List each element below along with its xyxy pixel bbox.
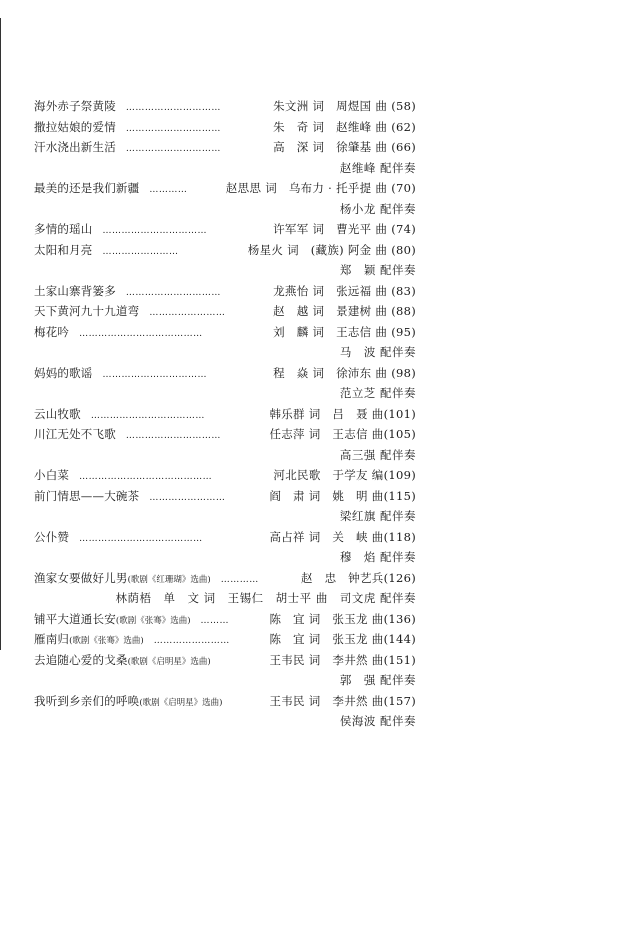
dot-leader: …………………… bbox=[153, 636, 230, 646]
toc-entry bbox=[34, 240, 416, 261]
entry-credit: 许军军 词 曹光平 曲 (74) bbox=[273, 222, 416, 236]
entry-title-text: 汗水浇出新生活 bbox=[34, 140, 116, 154]
toc-entry-continuation bbox=[34, 670, 416, 691]
entry-title-text: 多情的瑶山 bbox=[34, 222, 93, 236]
entry-title-text: 撒拉姑娘的爱情 bbox=[34, 119, 116, 134]
toc-entry bbox=[34, 691, 416, 712]
entry-arranger: 郭 强 配伴奏 bbox=[339, 673, 416, 687]
entry-credit: 阎 肃 词 姚 明 曲(115) bbox=[269, 488, 416, 503]
dot-leader: ………………………… bbox=[125, 123, 221, 134]
entry-title bbox=[34, 281, 221, 304]
toc-entry-continuation bbox=[34, 260, 416, 281]
entry-credit: 韩乐群 词 吕 聂 曲(101) bbox=[269, 406, 416, 421]
toc-entry bbox=[34, 96, 416, 117]
entry-title-text: 渔家女要做好儿男 bbox=[34, 570, 128, 585]
toc-entry bbox=[34, 424, 416, 445]
toc-entry-continuation bbox=[34, 547, 416, 568]
entry-arranger: 赵维峰 配伴奏 bbox=[339, 160, 416, 175]
toc-entry bbox=[34, 219, 416, 240]
entry-title bbox=[34, 691, 222, 714]
toc-entry-continuation bbox=[34, 383, 416, 404]
entry-credit: 陈 宜 词 张玉龙 曲(136) bbox=[269, 611, 416, 626]
dot-leader: ………………………… bbox=[125, 144, 221, 154]
entry-credit: 任志萍 词 王志信 曲(105) bbox=[269, 427, 416, 441]
entry-title bbox=[34, 568, 259, 591]
entry-credit: 河北民歌 于学友 编(109) bbox=[273, 468, 416, 482]
dot-leader: ……… bbox=[200, 615, 230, 626]
entry-subtitle: (歌剧《张骞》选曲) bbox=[69, 636, 144, 646]
toc-entry-continuation bbox=[34, 342, 416, 363]
toc-entry bbox=[34, 629, 416, 650]
entry-arranger: 范立芝 配伴奏 bbox=[339, 386, 416, 400]
dot-leader: ………………………………… bbox=[79, 328, 203, 339]
toc-entry bbox=[34, 117, 416, 138]
entry-title bbox=[34, 219, 207, 242]
entry-credit: 高占祥 词 关 峡 曲(118) bbox=[269, 529, 416, 544]
entry-title bbox=[34, 486, 225, 509]
entry-arranger: 高三强 配伴奏 bbox=[339, 447, 416, 462]
toc-entry bbox=[34, 650, 416, 671]
toc-entry-continuation bbox=[34, 445, 416, 466]
entry-subtitle: (歌剧《红珊瑚》选曲) bbox=[127, 574, 211, 585]
dot-leader: …………………………… bbox=[102, 226, 207, 236]
entry-arranger: 侯海波 配伴奏 bbox=[339, 714, 416, 728]
entry-credit: 程 焱 词 徐沛东 曲 (98) bbox=[273, 365, 416, 380]
entry-title-text: 铺平大道通长安 bbox=[34, 611, 116, 626]
toc-entry bbox=[34, 486, 416, 507]
toc-entry bbox=[34, 465, 416, 486]
entry-title bbox=[34, 465, 212, 488]
entry-title bbox=[34, 178, 187, 201]
toc-entry bbox=[34, 137, 416, 158]
toc-entry bbox=[34, 281, 416, 302]
dot-leader: ………………………… bbox=[125, 431, 221, 441]
toc-entry-continuation bbox=[34, 506, 416, 527]
entry-title bbox=[34, 629, 230, 652]
entry-arranger: 郑 颖 配伴奏 bbox=[339, 263, 416, 277]
entry-subtitle: (歌剧《张骞》选曲) bbox=[115, 615, 191, 626]
entry-title-text: 我听到乡亲们的呼唤 bbox=[34, 693, 140, 708]
entry-credit: 朱 奇 词 赵维峰 曲 (62) bbox=[273, 119, 416, 134]
entry-title-text: 海外赤子祭黄陵 bbox=[34, 99, 116, 113]
entry-title-text: 小白菜 bbox=[34, 468, 70, 482]
entry-credit: 高 深 词 徐肇基 曲 (66) bbox=[273, 140, 416, 154]
entry-title bbox=[34, 404, 205, 427]
entry-title-text: 川江无处不飞歌 bbox=[34, 427, 116, 441]
entry-subtitle: (歌剧《启明星》选曲) bbox=[139, 697, 223, 708]
toc-entry bbox=[34, 363, 416, 384]
entry-subtitle: (歌剧《启明星》选曲) bbox=[127, 656, 211, 667]
entry-title-text: 前门情思——大碗茶 bbox=[34, 488, 140, 503]
entry-arranger: 马 波 配伴奏 bbox=[339, 345, 416, 359]
entry-credit: 杨星火 词 (藏族) 阿金 曲 (80) bbox=[247, 242, 416, 257]
left-margin-rule bbox=[0, 18, 1, 650]
entry-credit: 陈 宜 词 张玉龙 曲(144) bbox=[269, 632, 416, 646]
dot-leader: ………… bbox=[149, 185, 188, 195]
entry-title bbox=[34, 424, 221, 447]
entry-title-text: 最美的还是我们新疆 bbox=[34, 181, 140, 195]
toc-entry bbox=[34, 609, 416, 630]
toc-entry bbox=[34, 404, 416, 425]
entry-title-text: 雁南归 bbox=[34, 632, 70, 646]
entry-title-text: 天下黄河九十九道弯 bbox=[34, 304, 140, 318]
entry-credit: 赵思思 词 乌布力 · 托乎提 曲 (70) bbox=[225, 181, 416, 195]
toc-entry bbox=[34, 527, 416, 548]
entry-arranger: 梁红旗 配伴奏 bbox=[339, 509, 416, 523]
entry-credit: 王韦民 词 李井然 曲(157) bbox=[269, 693, 416, 708]
dot-leader: …………………… bbox=[149, 492, 226, 503]
toc-entry-continuation bbox=[34, 199, 416, 220]
entry-arranger: 林荫梧 单 文 词 王锡仁 胡士平 曲 司文虎 配伴奏 bbox=[115, 591, 416, 605]
entry-arranger: 穆 焰 配伴奏 bbox=[339, 550, 416, 564]
entry-title-text: 土家山寨背篓多 bbox=[34, 283, 116, 298]
dot-leader: ………………………… bbox=[125, 103, 221, 113]
entry-title-text: 去追随心爱的戈桑 bbox=[34, 652, 128, 667]
entry-title bbox=[34, 240, 179, 263]
toc-entry bbox=[34, 178, 416, 199]
dot-leader: …………………………………… bbox=[79, 472, 213, 482]
dot-leader: ………………………… bbox=[125, 287, 221, 298]
toc-entry bbox=[34, 301, 416, 322]
entry-credit: 赵 越 词 景建树 曲 (88) bbox=[273, 304, 416, 318]
dot-leader: ………… bbox=[220, 574, 259, 585]
dot-leader: ………………………………… bbox=[79, 533, 203, 544]
entry-title-text: 云山牧歌 bbox=[34, 406, 81, 421]
toc-entry bbox=[34, 322, 416, 343]
entry-title bbox=[34, 322, 203, 345]
toc-entry bbox=[34, 568, 416, 589]
dot-leader: ……………………………… bbox=[90, 410, 205, 421]
dot-leader: …………………… bbox=[149, 308, 226, 318]
entry-credit: 龙燕怡 词 张远福 曲 (83) bbox=[273, 283, 416, 298]
entry-title-text: 太阳和月亮 bbox=[34, 242, 93, 257]
entry-title bbox=[34, 301, 225, 324]
dot-leader: …………………… bbox=[102, 246, 179, 257]
entry-title bbox=[34, 137, 221, 160]
entry-arranger: 杨小龙 配伴奏 bbox=[339, 201, 416, 216]
entry-title bbox=[34, 363, 207, 386]
entry-credit: 赵 忠 钟艺兵(126) bbox=[300, 570, 416, 585]
table-of-contents bbox=[34, 96, 416, 732]
entry-credit: 刘 麟 词 王志信 曲 (95) bbox=[273, 324, 416, 339]
entry-title bbox=[34, 609, 229, 632]
entry-title-text: 梅花吟 bbox=[34, 324, 70, 339]
entry-credit: 王韦民 词 李井然 曲(151) bbox=[269, 652, 416, 667]
entry-title bbox=[34, 650, 211, 673]
entry-title-text: 妈妈的歌谣 bbox=[34, 365, 93, 380]
toc-entry-continuation bbox=[34, 158, 416, 179]
toc-entry-continuation bbox=[34, 588, 416, 609]
entry-title bbox=[34, 96, 221, 119]
entry-title bbox=[34, 527, 203, 550]
entry-title-text: 公仆赞 bbox=[34, 529, 70, 544]
toc-entry-continuation bbox=[34, 711, 416, 732]
entry-credit: 朱文洲 词 周煜国 曲 (58) bbox=[273, 99, 416, 113]
dot-leader: …………………………… bbox=[102, 369, 207, 380]
entry-title bbox=[34, 117, 221, 140]
